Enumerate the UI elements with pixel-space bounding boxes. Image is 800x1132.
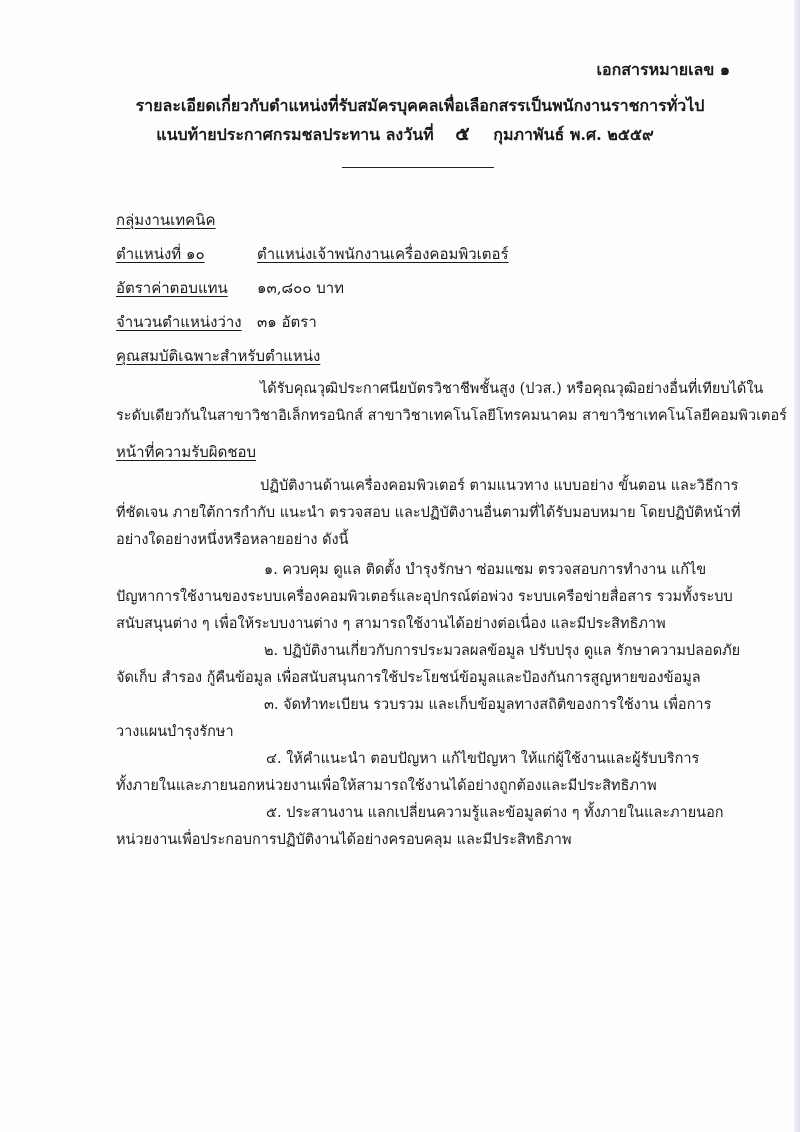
qualification-paragraph [116, 376, 787, 430]
duties-intro-paragraph [116, 473, 741, 554]
document-number: เอกสารหมายเลข ๑ [596, 60, 730, 79]
title-divider [342, 167, 494, 168]
position-value: ตำแหน่งเจ้าพนักงานเครื่องคอมพิวเตอร์ [257, 245, 509, 263]
title-line-2 [0, 120, 800, 149]
paragraph-line: ปฏิบัติงานด้านเครื่องคอมพิวเตอร์ ตามแนวทาง แบบอย่าง ขั้นตอน และวิธีการ [260, 478, 739, 494]
scan-edge-shadow [794, 0, 800, 1132]
salary-value: ๑๓,๘๐๐ บาท [257, 279, 345, 297]
duty-item-4 [116, 746, 706, 800]
paragraph-line: สนับสนุนต่าง ๆ เพื่อให้ระบบงานต่าง ๆ สามารถใช้งานได้อย่างต่อเนื่อง และมีประสิทธิภาพ [116, 616, 666, 632]
paragraph-line: อย่างใดอย่างหนึ่งหรือหลายอย่าง ดังนี้ [116, 532, 349, 548]
title-date-month-year: กุมภาพันธ์ พ.ศ. ๒๕๕๙ [493, 125, 654, 144]
paragraph-line: ได้รับคุณวุฒิประกาศนียบัตรวิชาชีพชั้นสูง (ปวส.) หรือคุณวุฒิอย่างอื่นที่เทียบได้ใน [260, 381, 764, 397]
document-title [0, 92, 800, 149]
paragraph-line: จัดเก็บ สำรอง กู้คืนข้อมูล เพื่อสนับสนุนการใช้ประโยชน์ข้อมูลและป้องกันการสูญหายของข้อมูล [116, 670, 701, 686]
paragraph-line: ๔. ให้คำแนะนำ ตอบปัญหา แก้ไขปัญหา ให้แก่ผู้ใช้งานและผู้รับบริการ [266, 751, 700, 767]
qualification-heading: คุณสมบัติเฉพาะสำหรับตำแหน่ง [116, 347, 321, 365]
duty-item-1 [116, 557, 733, 638]
paragraph-line: ทั้งภายในและภายนอกหน่วยงานเพื่อให้สามารถใช้งานได้อย่างถูกต้องและมีประสิทธิภาพ [116, 778, 657, 794]
paragraph-line: หน่วยงานเพื่อประกอบการปฏิบัติงานได้อย่างครอบคลุม และมีประสิทธิภาพ [116, 832, 572, 848]
title-announcement-prefix: แนบท้ายประกาศกรมชลประทาน ลงวันที่ [156, 125, 434, 144]
paragraph-line: ๒. ปฏิบัติงานเกี่ยวกับการประมวลผลข้อมูล ปรับปรุง ดูแล รักษาความปลอดภัย [264, 643, 741, 659]
paragraph-line: ที่ชัดเจน ภายใต้การกำกับ แนะนำ ตรวจสอบ และปฏิบัติงานอื่นตามที่ได้รับมอบหมาย โดยปฏิบัติหน้าที่ [116, 505, 741, 521]
paragraph-line: ๕. ประสานงาน แลกเปลี่ยนความรู้และข้อมูลต่าง ๆ ทั้งภายในและภายนอก [266, 805, 724, 821]
duty-item-5 [116, 800, 724, 854]
group-heading: กลุ่มงานเทคนิค [116, 211, 216, 229]
paragraph-line: วางแผนบำรุงรักษา [116, 724, 234, 740]
duties-heading: หน้าที่ความรับผิดชอบ [116, 443, 257, 461]
salary-label: อัตราค่าตอบแทน [116, 279, 228, 297]
vacancy-value: ๓๑ อัตรา [257, 313, 317, 331]
position-label: ตำแหน่งที่ ๑๐ [116, 245, 205, 263]
duty-item-3 [116, 692, 712, 746]
title-date-day: ๕ [455, 123, 470, 145]
paragraph-line: ระดับเดียวกันในสาขาวิชาอิเล็กทรอนิกส์ สาขาวิชาเทคโนโลยีโทรคมนาคม สาขาวิชาเทคโนโลยีคอมพิวเตอร์ [116, 408, 787, 424]
title-line-1: รายละเอียดเกี่ยวกับตำแหน่งที่รับสมัครบุคคลเพื่อเลือกสรรเป็นพนักงานราชการทั่วไป [135, 96, 705, 115]
paragraph-line: ๓. จัดทำทะเบียน รวบรวม และเก็บข้อมูลทางสถิติของการใช้งาน เพื่อการ [264, 697, 712, 713]
paragraph-line: ปัญหาการใช้งานของระบบเครื่องคอมพิวเตอร์และอุปกรณ์ต่อพ่วง ระบบเครือข่ายสื่อสาร รวมทั้งระบบ [116, 589, 733, 605]
duty-item-2 [116, 638, 741, 692]
paragraph-line: ๑. ควบคุม ดูแล ติดตั้ง บำรุงรักษา ซ่อมแซม ตรวจสอบการทำงาน แก้ไข [264, 562, 707, 578]
vacancy-label: จำนวนตำแหน่งว่าง [116, 313, 242, 331]
